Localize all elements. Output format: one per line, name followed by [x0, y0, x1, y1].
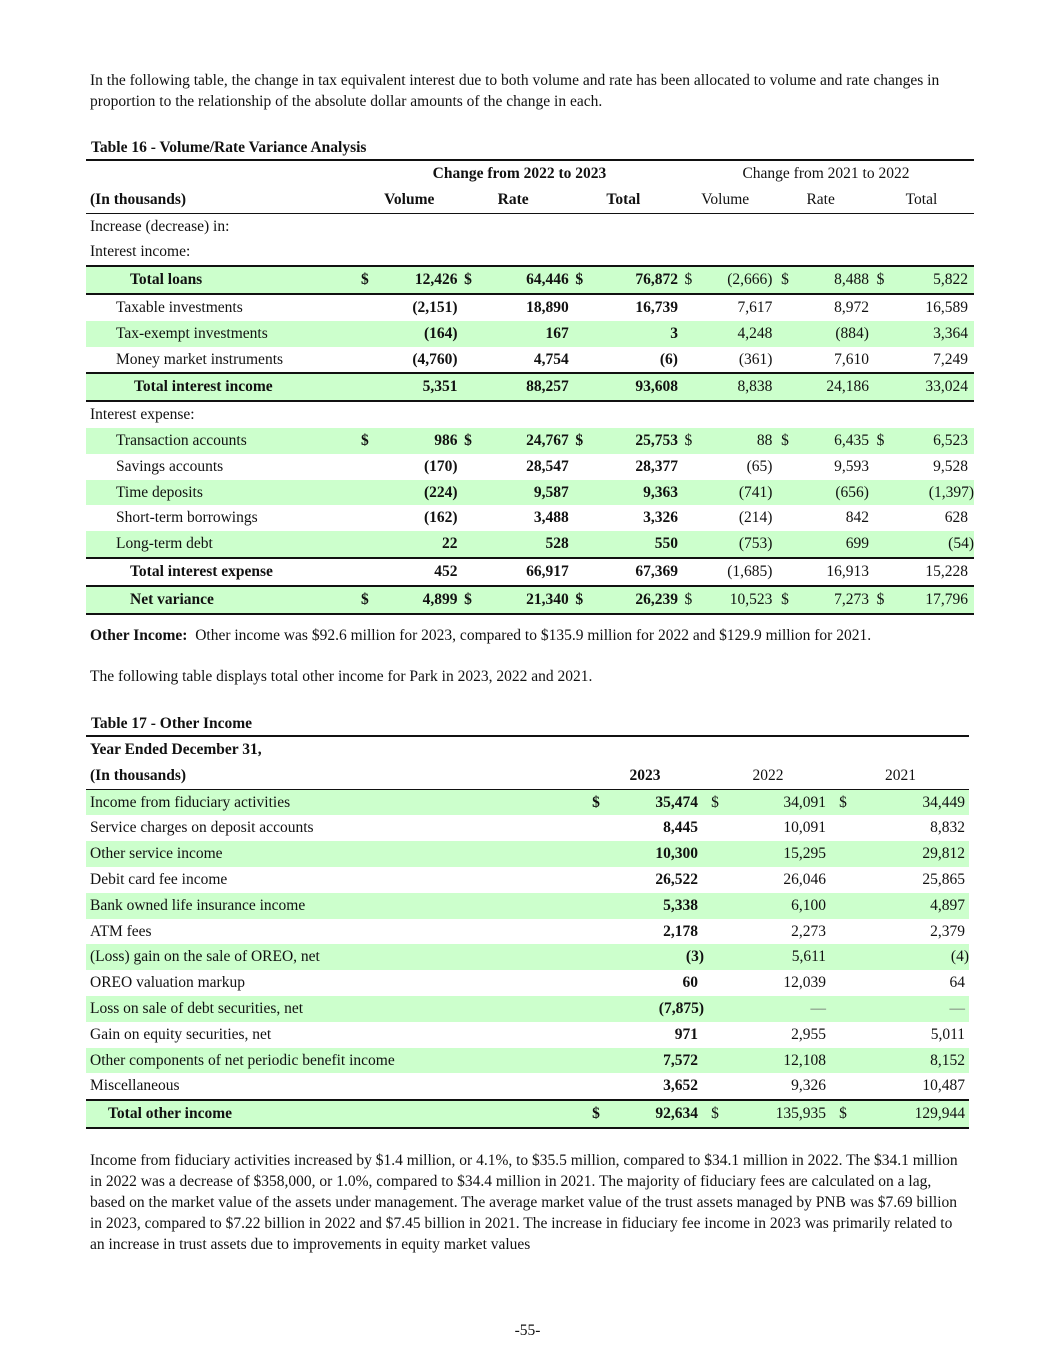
cell-value: 88,257	[479, 373, 569, 401]
cell-value: 15,295	[783, 845, 826, 863]
row-label: Income from fiduciary activities	[90, 793, 291, 811]
row-label: (Loss) gain on the sale of OREO, net	[90, 948, 320, 966]
cell-value: 8,445	[663, 819, 698, 837]
cell-value: 67,369	[590, 558, 678, 586]
table-row-total	[86, 1100, 969, 1128]
table17-column-header-row	[86, 763, 969, 789]
table17-period-row	[86, 736, 969, 763]
dollar-sign: $	[575, 431, 584, 449]
table-row	[86, 867, 969, 893]
cell-value: 8,488	[798, 266, 869, 294]
row-label: Other components of net periodic benefit income	[90, 1051, 395, 1069]
cell-value: (656)	[835, 483, 869, 501]
table-row-total	[86, 558, 974, 586]
closing-paragraph: Income from fiduciary activities increased by $1.4 million, or 4.1%, to $35.5 million, compared to $34.1 million in 2022. The $34.1 million in 2022 was a decrease of $358,000, or 1.0%, compared to $34.4 million in 2021. The majority of fiduciary fees are calculated on a lag, based on the market value of the assets under management. The average market value of the trust assets managed by PNB was $7.69 billion in 2023, compared to $7.22 billion in 2022 and $7.45 billion in 2021. The increase in fiduciary fee income in 2023 was primarily related to an increase in trust assets due to improvements in equity market values	[90, 1152, 958, 1253]
table16-volume-rate-variance	[86, 159, 974, 615]
col-volume-2022: Volume	[678, 187, 772, 213]
cell-value: 986	[434, 431, 458, 449]
cell-value: 9,587	[533, 483, 569, 501]
group-header-2021-2022: Change from 2021 to 2022	[678, 160, 974, 187]
table-row	[86, 944, 969, 970]
dollar-sign: $	[458, 586, 479, 614]
page-number: -55-	[514, 1322, 541, 1339]
row-label: Miscellaneous	[86, 1073, 586, 1100]
row-label: Bank owned life insurance income	[90, 896, 306, 914]
dollar-sign: $	[772, 586, 797, 614]
cell-value: 5,011	[930, 1025, 965, 1043]
dollar-sign: $	[569, 266, 590, 294]
cell-value: 4,248	[737, 324, 773, 342]
table-row	[86, 841, 969, 867]
section-label-increase: Increase (decrease) in:	[90, 217, 230, 235]
dollar-sign: $	[458, 266, 479, 294]
cell-value: 7,610	[798, 347, 869, 374]
unit-label: (In thousands)	[86, 187, 361, 213]
table-row	[86, 996, 969, 1022]
cell-value: 528	[479, 531, 569, 558]
dollar-sign: $	[678, 586, 699, 614]
table17-title: Table 17 - Other Income	[91, 715, 253, 732]
cell-value: 88	[756, 431, 773, 449]
cell-value: 9,363	[643, 483, 678, 501]
table-row	[86, 531, 974, 558]
cell-value: 16,739	[635, 298, 678, 316]
section-label-interest-income: Interest income:	[86, 239, 974, 266]
row-label: Debit card fee income	[90, 870, 228, 888]
col-total-2022: Total	[869, 187, 974, 213]
table-row	[86, 505, 974, 531]
dollar-sign: $	[704, 1100, 726, 1128]
cell-value: 64	[949, 974, 965, 992]
dollar-sign: $	[832, 1100, 854, 1128]
cell-value: (741)	[738, 483, 773, 501]
cell-value: 26,046	[783, 870, 826, 888]
row-label: Total other income	[86, 1100, 586, 1128]
cell-value: (7,875)	[658, 999, 704, 1017]
table-row	[86, 347, 974, 374]
cell-value: 10,300	[655, 845, 698, 863]
cell-value: 7,273	[798, 586, 869, 614]
table-row	[86, 266, 974, 294]
row-label: Service charges on deposit accounts	[90, 819, 314, 837]
cell-value: 8,838	[699, 373, 772, 401]
cell-value: 9,528	[933, 457, 968, 475]
table-row	[86, 893, 969, 919]
cell-value: 5,822	[892, 266, 974, 294]
col-volume-2023: Volume	[361, 187, 458, 213]
cell-value: 12,039	[783, 974, 826, 992]
cell-value: 33,024	[892, 373, 974, 401]
cell-value: 8,152	[930, 1051, 965, 1069]
cell-value: 129,944	[854, 1100, 969, 1128]
table-row	[86, 789, 969, 815]
dollar-sign: $	[869, 586, 892, 614]
table-row-net-variance	[86, 586, 974, 614]
table-row	[86, 321, 974, 347]
col-2021: 2021	[832, 763, 969, 789]
table-row	[86, 1022, 969, 1048]
row-label: Time deposits	[116, 483, 203, 501]
cell-value: 66,917	[479, 558, 569, 586]
cell-value: 2,955	[791, 1025, 826, 1043]
cell-value: 5,351	[378, 373, 458, 401]
section-label-row	[86, 401, 974, 428]
dollar-sign: $	[781, 431, 789, 449]
period-label: Year Ended December 31,	[86, 736, 969, 763]
cell-value: 64,446	[479, 266, 569, 294]
row-label: Tax-exempt investments	[116, 324, 268, 342]
cell-value: 7,572	[663, 1051, 698, 1069]
col-2023: 2023	[586, 763, 704, 789]
dollar-sign: $	[869, 266, 892, 294]
cell-value: 24,186	[798, 373, 869, 401]
dollar-sign: $	[876, 431, 885, 449]
row-label: Total interest expense	[86, 558, 361, 586]
cell-value: —	[949, 999, 965, 1017]
cell-value: 9,593	[834, 457, 869, 475]
table-row	[86, 480, 974, 506]
cell-value: (2,666)	[699, 266, 772, 294]
cell-value: (170)	[423, 457, 458, 475]
cell-value: 4,899	[378, 586, 458, 614]
cell-value: 93,608	[590, 373, 678, 401]
table-row	[86, 294, 974, 321]
row-label: ATM fees	[90, 922, 152, 940]
col-2022: 2022	[704, 763, 832, 789]
cell-value: (753)	[699, 531, 772, 558]
row-label: Other service income	[90, 845, 223, 863]
cell-value: 28,547	[526, 457, 569, 475]
cell-value: (2,151)	[412, 298, 458, 316]
cell-value: 16,913	[798, 558, 869, 586]
table17-other-income	[86, 735, 969, 1129]
cell-value: 6,435	[834, 431, 869, 449]
cell-value: 12,108	[783, 1051, 826, 1069]
cell-value: (884)	[835, 324, 869, 342]
cell-value: 628	[944, 509, 968, 527]
row-label: Savings accounts	[116, 457, 224, 475]
dollar-sign: $	[711, 793, 719, 811]
row-label: Gain on equity securities, net	[90, 1025, 272, 1043]
cell-value: 7,249	[892, 347, 974, 374]
cell-value: 60	[682, 974, 698, 992]
row-label: OREO valuation markup	[90, 974, 245, 992]
other-income-text: Other income was $92.6 million for 2023, compared to $135.9 million for 2022 and $129.9 million for 2021.	[195, 627, 872, 644]
cell-value: (1,685)	[699, 558, 772, 586]
cell-value: (4,760)	[378, 347, 458, 374]
cell-value: 550	[590, 531, 678, 558]
cell-value: 3,488	[533, 509, 569, 527]
cell-value: 971	[674, 1025, 698, 1043]
cell-value: (361)	[699, 347, 772, 374]
cell-value: 10,523	[699, 586, 772, 614]
cell-value: 6,523	[933, 431, 968, 449]
cell-value: 35,474	[655, 793, 698, 811]
cell-value: 16,589	[925, 298, 968, 316]
cell-value: 25,753	[635, 431, 678, 449]
row-label: Loss on sale of debt securities, net	[90, 999, 304, 1017]
cell-value: 167	[545, 324, 569, 342]
dollar-sign: $	[361, 431, 369, 449]
row-label: Net variance	[86, 586, 361, 614]
row-label: Total interest income	[86, 373, 361, 401]
cell-value: 3,364	[933, 324, 968, 342]
cell-value: 92,634	[606, 1100, 704, 1128]
dollar-sign: $	[569, 586, 590, 614]
section-label-row	[86, 239, 974, 266]
row-label: Taxable investments	[116, 298, 243, 316]
table-row-total	[86, 373, 974, 401]
cell-value: 2,379	[930, 922, 965, 940]
unit-label: (In thousands)	[86, 763, 586, 789]
dollar-sign: $	[772, 266, 797, 294]
cell-value: (164)	[423, 324, 458, 342]
cell-value: 10,487	[854, 1073, 969, 1100]
row-label: Money market instruments	[86, 347, 361, 374]
cell-value: 842	[845, 509, 869, 527]
row-label: Long-term debt	[86, 531, 361, 558]
cell-value: 21,340	[479, 586, 569, 614]
row-label: Short-term borrowings	[116, 509, 258, 527]
cell-value: 135,935	[726, 1100, 832, 1128]
cell-value: 699	[798, 531, 869, 558]
cell-value: 8,972	[834, 298, 869, 316]
table-row	[86, 454, 974, 480]
cell-value: 34,449	[922, 793, 965, 811]
row-label: Transaction accounts	[116, 431, 247, 449]
cell-value: 5,338	[663, 896, 698, 914]
col-total-2023: Total	[569, 187, 678, 213]
dollar-sign: $	[592, 793, 600, 811]
table-row	[86, 428, 974, 454]
cell-value: 22	[378, 531, 458, 558]
col-rate-2022: Rate	[772, 187, 869, 213]
table16-column-header-row	[86, 187, 974, 213]
cell-value: 76,872	[590, 266, 678, 294]
cell-value: 24,767	[526, 431, 569, 449]
col-rate-2023: Rate	[458, 187, 569, 213]
group-header-2022-2023: Change from 2022 to 2023	[361, 160, 678, 187]
table-row	[86, 815, 969, 841]
cell-value: (6)	[590, 347, 678, 374]
cell-value: 6,100	[791, 896, 826, 914]
cell-value: (1,397)	[928, 483, 974, 501]
table17-intro: The following table displays total other income for Park in 2023, 2022 and 2021.	[90, 668, 593, 685]
row-label: Total loans	[86, 266, 361, 294]
cell-value: 25,865	[922, 870, 965, 888]
cell-value: 15,228	[892, 558, 974, 586]
cell-value: 29,812	[922, 845, 965, 863]
cell-value: 9,326	[726, 1073, 832, 1100]
table-row	[86, 1048, 969, 1074]
cell-value: (224)	[423, 483, 458, 501]
dollar-sign: $	[678, 266, 699, 294]
cell-value: 28,377	[635, 457, 678, 475]
cell-value: 4,754	[479, 347, 569, 374]
dollar-sign: $	[464, 431, 472, 449]
cell-value: 34,091	[783, 793, 826, 811]
section-label-interest-expense: Interest expense:	[90, 406, 195, 424]
cell-value: 2,178	[663, 922, 698, 940]
cell-value: 4,897	[930, 896, 965, 914]
dollar-sign: $	[361, 266, 378, 294]
cell-value: 8,832	[930, 819, 965, 837]
dollar-sign: $	[586, 1100, 606, 1128]
table-row	[86, 919, 969, 945]
cell-value: (54)	[892, 531, 974, 558]
other-income-paragraph	[90, 625, 970, 646]
cell-value: 2,273	[791, 922, 826, 940]
cell-value: 17,796	[892, 586, 974, 614]
cell-value: (3)	[685, 948, 704, 966]
table-row	[86, 970, 969, 996]
cell-value: (162)	[423, 509, 458, 527]
cell-value: (65)	[746, 457, 773, 475]
cell-value: (4)	[950, 948, 969, 966]
table16-title: Table 16 - Volume/Rate Variance Analysis	[91, 139, 367, 156]
table16-group-header-row	[86, 160, 974, 187]
cell-value: 26,522	[655, 870, 698, 888]
cell-value: 12,426	[378, 266, 458, 294]
other-income-heading: Other Income:	[90, 627, 188, 644]
cell-value: 5,611	[791, 948, 826, 966]
table-row	[86, 1073, 969, 1100]
section-label-row	[86, 213, 974, 239]
cell-value: —	[810, 999, 826, 1017]
dollar-sign: $	[684, 431, 693, 449]
cell-value: 26,239	[590, 586, 678, 614]
cell-value: (214)	[738, 509, 773, 527]
dollar-sign: $	[839, 793, 847, 811]
cell-value: 3,326	[643, 509, 678, 527]
cell-value: 3,652	[606, 1073, 704, 1100]
cell-value: 10,091	[783, 819, 826, 837]
intro-paragraph: In the following table, the change in tax equivalent interest due to both volume and rate has been allocated to volume and rate changes in proportion to the relationship of the absolute dollar amounts of the change in each.	[90, 72, 940, 110]
cell-value: 7,617	[737, 298, 773, 316]
dollar-sign: $	[361, 586, 378, 614]
cell-value: 452	[378, 558, 458, 586]
cell-value: 18,890	[526, 298, 569, 316]
cell-value: 3	[670, 324, 678, 342]
